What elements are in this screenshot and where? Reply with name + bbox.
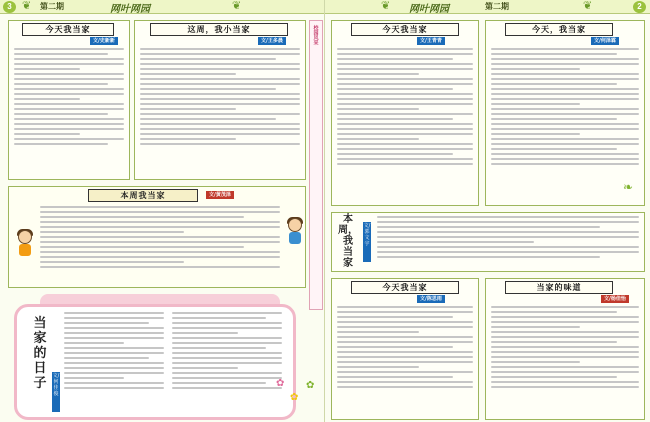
article-body <box>337 48 473 202</box>
feature-title-char: 周， <box>338 225 358 236</box>
child-illustration <box>14 230 36 258</box>
article-title: 今天我当家 <box>351 281 459 294</box>
author-tag: 文/杨佳怡 <box>601 295 629 303</box>
feature-title-char: 家 <box>33 331 47 346</box>
sidebar-title: 校园风采 <box>312 25 319 45</box>
page-number: 2 <box>633 1 646 13</box>
feature-title-char: 的 <box>33 346 47 361</box>
article-body <box>140 48 300 176</box>
article-body <box>491 306 639 416</box>
article-body <box>64 312 164 414</box>
article-title: 这周，我小当家 <box>150 23 288 36</box>
author-tag: 文/陈思雨 <box>417 295 445 303</box>
article-body <box>14 48 124 176</box>
author-tag: 文/郭文宇 <box>363 222 371 262</box>
masthead: 网叶网园 <box>110 4 150 15</box>
author-tag: 文/王多晨 <box>258 37 286 45</box>
feature-title <box>335 214 361 269</box>
feature-title-char: 当 <box>33 316 47 331</box>
feature-title-char: 当 <box>343 247 353 258</box>
article-title: 本周我当家 <box>88 189 198 202</box>
leaf-icon: ❦ <box>583 0 593 12</box>
leaf-icon: ❧ <box>623 180 634 194</box>
feature-title-char: 我 <box>343 236 353 247</box>
issue-label: 第二期 <box>40 2 64 11</box>
article-body <box>172 312 285 414</box>
flower-icon: ✿ <box>276 378 285 389</box>
right-header <box>325 0 650 14</box>
feature-title-char: 本 <box>343 214 353 225</box>
right-page <box>325 0 650 422</box>
article-title: 今天，我当家 <box>505 23 613 36</box>
flower-icon: ✿ <box>306 380 315 391</box>
article-title: 今天我当家 <box>351 23 459 36</box>
article-title: 今天我当家 <box>22 23 114 36</box>
child-illustration <box>284 218 306 246</box>
author-tag: 文/何佳俊 <box>52 372 60 412</box>
issue-label: 第二期 <box>485 2 509 11</box>
page-number: 3 <box>3 1 16 13</box>
article-body <box>337 306 473 416</box>
article-body <box>377 216 639 268</box>
leaf-icon: ❦ <box>22 0 32 12</box>
flower-icon: ✿ <box>290 392 299 403</box>
masthead: 网叶网园 <box>409 4 449 15</box>
feature-title <box>30 316 50 391</box>
feature-title-char: 家 <box>343 258 353 269</box>
author-tag: 文/黄茂泽 <box>206 191 234 199</box>
author-tag: 文/何泽霖 <box>591 37 619 45</box>
article-body <box>40 206 280 284</box>
feature-title-char: 子 <box>33 376 47 391</box>
leaf-icon: ❦ <box>381 0 391 12</box>
author-tag: 文/王青青 <box>417 37 445 45</box>
article-title: 当家的味道 <box>505 281 613 294</box>
feature-title-char: 日 <box>33 361 47 376</box>
author-tag: 文/史新新 <box>90 37 118 45</box>
article-body <box>491 48 639 202</box>
left-header <box>0 0 325 14</box>
leaf-icon: ❦ <box>232 0 242 12</box>
sidebar <box>309 20 323 310</box>
